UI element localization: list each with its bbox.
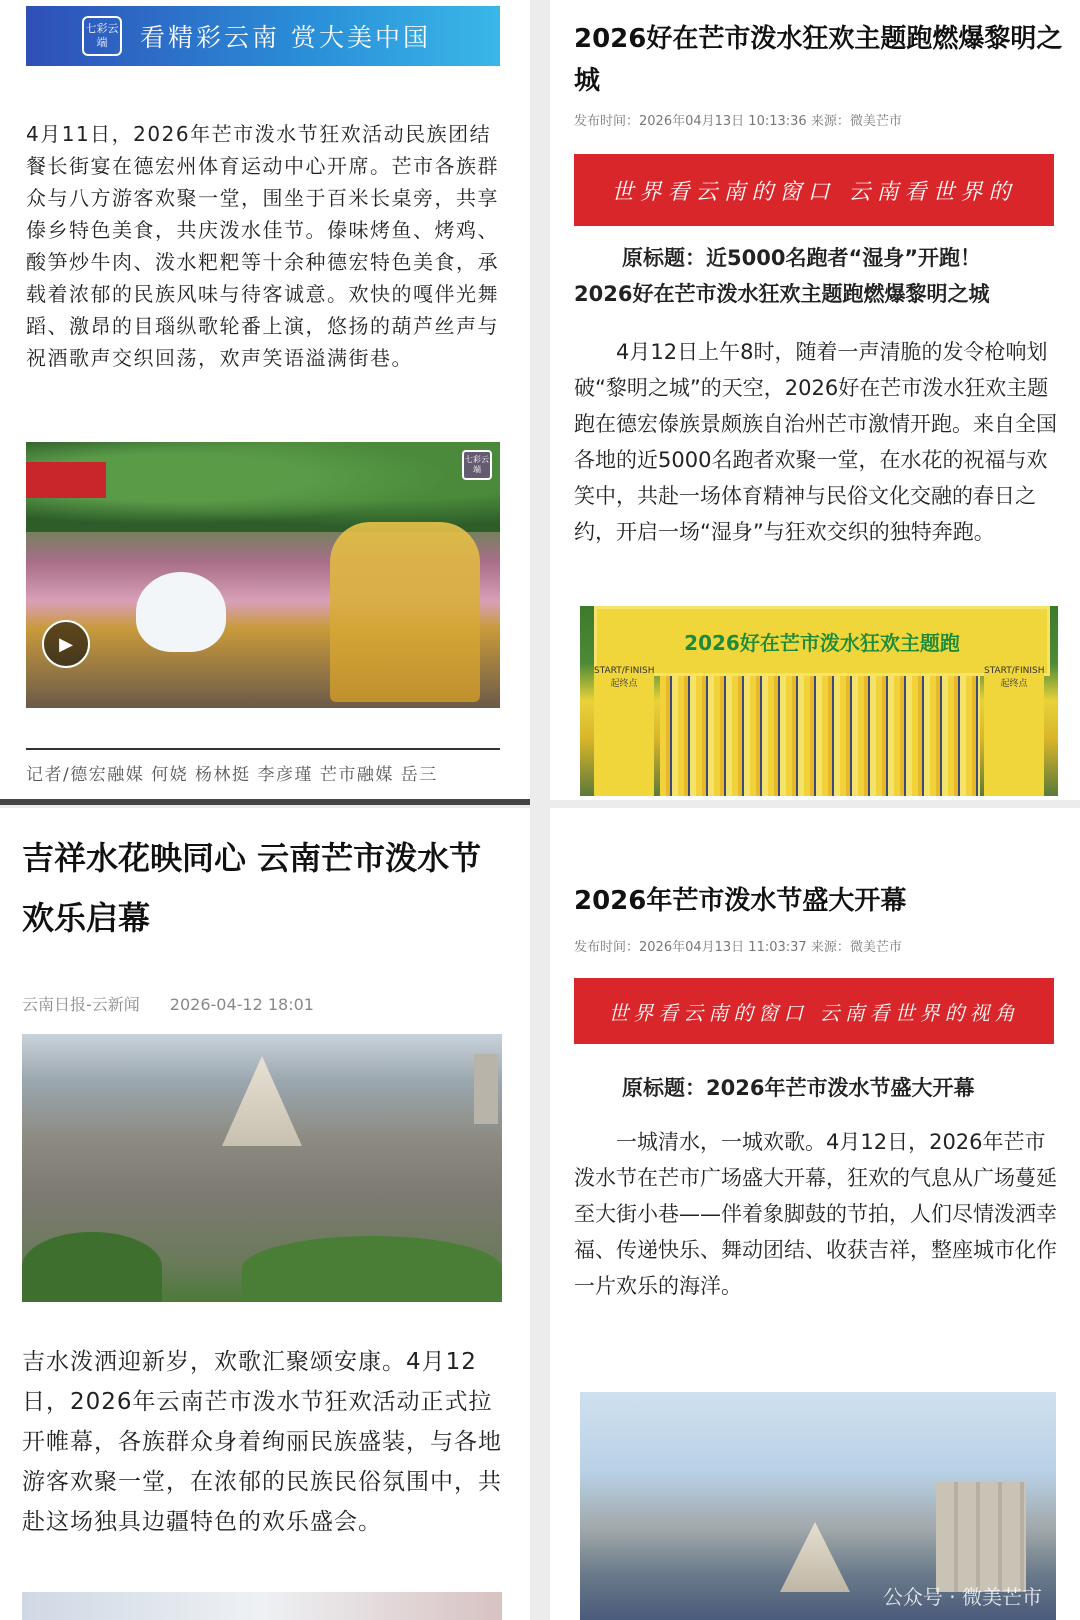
red-tent — [26, 462, 106, 498]
red-slogan-banner: 世界看云南的窗口 云南看世界的 — [574, 154, 1054, 226]
article-panel-bottom-left — [0, 808, 530, 1620]
qicai-logo: 七彩云端 — [82, 16, 122, 56]
video-thumbnail[interactable] — [26, 442, 500, 708]
play-icon[interactable]: ▶ — [42, 620, 90, 668]
reporter-credit: 记者/德宏融媒 何娆 杨林挺 李彦瑾 芒市融媒 岳三 — [26, 765, 438, 785]
race-start-photo[interactable] — [580, 606, 1058, 796]
start-finish-post: START/FINISH 起终点 — [594, 666, 654, 796]
article-title[interactable]: 2026年芒市泼水节盛大开幕 — [574, 886, 907, 916]
article-time: 2026-04-12 18:01 — [169, 995, 314, 1014]
original-title-line1: 原标题：近5000名跑者“湿身”开跑！ — [622, 246, 982, 270]
runners-crowd — [660, 676, 980, 796]
divider — [0, 799, 530, 805]
article-meta — [22, 992, 314, 1015]
building — [474, 1054, 498, 1124]
article-source: 云南日报-云新闻 — [22, 995, 140, 1014]
plaza-aerial-photo[interactable] — [22, 1034, 502, 1302]
original-title: 原标题：2026年芒市泼水节盛大开幕 — [622, 1076, 975, 1100]
race-arch-banner: 2026好在芒市泼水狂欢主题跑 — [594, 606, 1050, 676]
next-photo-strip — [22, 1592, 502, 1620]
divider — [26, 748, 500, 750]
article-body: 吉水泼洒迎新岁，欢歌汇聚颂安康。4月12日，2026年云南芒市泼水节狂欢活动正式拉开帷幕，各族群众身着绚丽民族盛装，与各地游客欢聚一堂，在浓郁的民族民俗氛围中，共赴这场独具边疆特色的欢乐盛会。 — [22, 1349, 502, 1535]
article-title[interactable]: 吉祥水花映同心 云南芒市泼水节欢乐启幕 — [22, 839, 482, 937]
article-title[interactable]: 2026好在芒市泼水狂欢主题跑燃爆黎明之城 — [574, 24, 1063, 96]
article-panel-top-right — [550, 0, 1080, 800]
original-title-line2: 2026好在芒市泼水狂欢主题跑燃爆黎明之城 — [574, 282, 990, 306]
pagoda — [222, 1056, 302, 1146]
banner-slogan: 看精彩云南 赏大美中国 — [140, 23, 431, 52]
red-slogan-banner: 世界看云南的窗口 云南看世界的视角 — [574, 978, 1054, 1044]
header-banner — [26, 6, 500, 66]
sun-hat — [136, 572, 226, 652]
wechat-watermark: 公众号 · 微美芒市 — [882, 1585, 1042, 1609]
article-body: 4月11日，2026年芒市泼水节狂欢活动民族团结餐长街宴在德宏州体育运动中心开席。芒市各族群众与八方游客欢聚一堂，围坐于百米长桌旁，共享傣乡特色美食，共庆泼水佳节。傣味烤鱼、烤鸡、酸笋炒牛肉、泼水粑粑等十余种德宏特色美食，承载着浓郁的民族风味与待客诚意。欢快的嘎伴光舞蹈、激昂的目瑙纵歌轮番上演，悠扬的葫芦丝声与祝酒歌声交织回荡，欢声笑语溢满街巷。 — [26, 122, 499, 370]
plaza-crowd-photo[interactable] — [580, 1392, 1056, 1620]
tree — [22, 1232, 162, 1302]
start-finish-post: START/FINISH 起终点 — [984, 666, 1044, 796]
article-panel-top-left — [0, 0, 530, 800]
dancers-gold-costume — [330, 522, 480, 702]
article-meta: 发布时间：2026年04月13日 10:13:36 来源：微美芒市 — [574, 114, 902, 129]
qicai-watermark: 七彩云端 — [462, 450, 492, 480]
article-panel-bottom-right — [550, 808, 1080, 1620]
tree — [242, 1236, 502, 1302]
pagoda — [780, 1522, 850, 1592]
building — [936, 1482, 1026, 1592]
article-body: 一城清水，一城欢歌。4月12日，2026年芒市泼水节在芒市广场盛大开幕，狂欢的气息从广场蔓延至大街小巷——伴着象脚鼓的节拍，人们尽情泼洒幸福、传递快乐、舞动团结、收获吉祥，整座城市化作一片欢乐的海洋。 — [574, 1130, 1057, 1298]
article-meta: 发布时间：2026年04月13日 11:03:37 来源：微美芒市 — [574, 940, 902, 955]
article-body: 4月12日上午8时，随着一声清脆的发令枪响划破“黎明之城”的天空，2026好在芒市泼水狂欢主题跑在德宏傣族景颇族自治州芒市激情开跑。来自全国各地的近5000名跑者欢聚一堂，在水花的祝福与欢笑中，共赴一场体育精神与民俗文化交融的春日之约，开启一场“湿身”与狂欢交织的独特奔跑。 — [574, 340, 1057, 544]
